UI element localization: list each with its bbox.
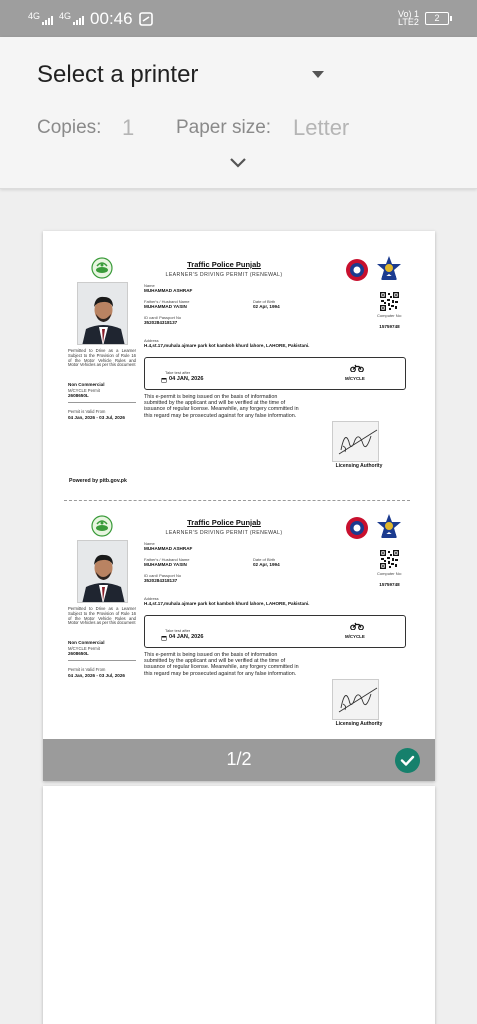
motorcycle-icon [350, 364, 364, 372]
dob-label: Date of Birth [253, 299, 276, 304]
permit-notice: This e-permit is being issued on the basis of information submitted by the applicant and will be verified at the time of issuance of regular license. Meanwhile, any forgery committed in this regard may be prosecuted against for any false information. [144, 652, 299, 677]
signature-drawing [333, 422, 380, 463]
signature-drawing [333, 680, 380, 721]
name-value: MUHAMMAD ASHRAF [144, 288, 193, 293]
computer-no-label: Computer No: [377, 313, 402, 318]
computer-no-value: 15759748 [379, 324, 400, 329]
divider [68, 402, 136, 403]
address-value: H.4,st.17,muhala ajmare park kot kamboh khurd lahore, LAHORE, Pakistani. [144, 601, 310, 606]
vehicle-class: M/CYCLE [345, 376, 365, 381]
cut-line [64, 500, 410, 501]
permit-copy-2 [64, 508, 410, 746]
licensing-authority-label: Licensing Authority [335, 721, 383, 727]
status-bar [0, 0, 477, 37]
signal-icon-2: 4G [59, 13, 84, 25]
permit-title: Traffic Police Punjab [187, 260, 261, 269]
status-left [28, 9, 153, 29]
check-icon [395, 748, 420, 773]
dob-label: Date of Birth [253, 557, 276, 562]
father-value: MUHAMMAD YASIN [144, 304, 187, 309]
test-date: 04 JAN, 2026 [169, 634, 204, 640]
permit-number: 2608650L [68, 393, 89, 398]
print-options-panel [0, 37, 477, 189]
qr-code [380, 292, 399, 311]
volte-indicator: Vo) 1 LTE2 [397, 9, 419, 27]
permit-category: Non Commercial [68, 382, 105, 387]
permit-notice: This e-permit is being issued on the basis of information submitted by the applicant and will be verified at the time of issuance of regular license. Meanwhile, any forgery committed in this regard may be prosecuted against for any false information. [144, 394, 299, 419]
permit-subtitle: LEARNER'S DRIVING PERMIT (RENEWAL) [165, 272, 283, 278]
signature-image [332, 679, 379, 720]
permit-number: 2608650L [68, 651, 89, 656]
permission-text: Permitted to Drive as a Learner Subject to the Provision of Rule 16 of the Motor Vehicle Rules and Motor Vehicles as per this document [68, 606, 136, 626]
address-label: Address [144, 338, 159, 343]
applicant-photo-image [78, 283, 128, 345]
take-test-label: Take test after [165, 628, 191, 633]
id-value: 3520284318137 [144, 320, 178, 325]
permit-type: M/CYCLE Permit [68, 646, 100, 651]
paper-size-label: Paper size: [176, 117, 272, 138]
permit-category: Non Commercial [68, 640, 105, 645]
clock: 00:46 [90, 9, 133, 28]
take-test-label: Take test after [165, 370, 191, 375]
preview-page-1[interactable] [43, 231, 435, 781]
powered-by-label: Powered by pitb.gov.pk [69, 478, 127, 484]
vehicle-class: M/CYCLE [345, 634, 365, 639]
status-right [398, 10, 449, 26]
page-indicator: 1/2 [226, 749, 252, 769]
name-label: Name [144, 541, 155, 546]
computer-no-value: 15759748 [379, 582, 400, 587]
dob-value: 02 Apr, 1994 [253, 562, 280, 567]
punjab-police-badge-icon [375, 255, 403, 283]
name-value: MUHAMMAD ASHRAF [144, 546, 193, 551]
expand-chevron-icon[interactable] [229, 157, 247, 169]
name-label: Name [144, 283, 155, 288]
permit-copy-1 [64, 250, 410, 488]
father-label: Father's / Husband Name [144, 299, 190, 304]
applicant-photo [77, 540, 128, 603]
permit-subtitle: LEARNER'S DRIVING PERMIT (RENEWAL) [165, 530, 283, 536]
permission-text: Permitted to Drive as a Learner Subject to the Provision of Rule 16 of the Motor Vehicle Rules and Motor Vehicles as per this document [68, 348, 136, 368]
page-selected-checkbox[interactable] [395, 748, 420, 773]
police-seal-icon [345, 516, 369, 540]
computer-no-label: Computer No: [377, 571, 402, 576]
police-seal-icon [345, 258, 369, 282]
permit-title: Traffic Police Punjab [187, 518, 261, 527]
valid-label: Permit is Valid From [68, 667, 106, 672]
licensing-authority-label: Licensing Authority [335, 463, 383, 469]
dob-value: 02 Apr, 1994 [253, 304, 280, 309]
valid-label: Permit is Valid From [68, 409, 106, 414]
punjab-police-badge-icon [375, 513, 403, 541]
applicant-photo-image [78, 541, 128, 603]
signal-icon: 4G [28, 13, 53, 25]
signature-image [332, 421, 379, 462]
divider [68, 660, 136, 661]
test-date-box [144, 357, 406, 390]
applicant-photo [77, 282, 128, 345]
id-label: ID card/ Passport No [144, 573, 182, 578]
test-date: 04 JAN, 2026 [169, 376, 204, 382]
calendar-icon [161, 635, 167, 641]
dropdown-arrow-icon[interactable] [312, 71, 324, 78]
battery-icon: 2 [425, 12, 449, 25]
paper-size-select[interactable]: Letter [293, 115, 350, 140]
address-value: H.4,st.17,muhala ajmare park kot kamboh khurd lahore, LAHORE, Pakistani. [144, 343, 310, 348]
printer-select[interactable]: Select a printer [37, 61, 199, 88]
page-selection-bar[interactable] [43, 739, 435, 781]
copies-label: Copies: [37, 117, 102, 138]
id-value: 3520284318137 [144, 578, 178, 583]
copies-input[interactable]: 1 [122, 115, 135, 140]
valid-dates: 04 Jan, 2026 - 03 Jul, 2026 [68, 415, 125, 420]
motorcycle-icon [350, 622, 364, 630]
qr-code [380, 550, 399, 569]
punjab-police-logo [91, 257, 113, 279]
calendar-icon [161, 377, 167, 383]
permit-type: M/CYCLE Permit [68, 388, 100, 393]
punjab-police-logo [91, 515, 113, 537]
test-date-box [144, 615, 406, 648]
screenshot-notification-icon [139, 12, 153, 26]
address-label: Address [144, 596, 159, 601]
id-label: ID card/ Passport No [144, 315, 182, 320]
father-value: MUHAMMAD YASIN [144, 562, 187, 567]
father-label: Father's / Husband Name [144, 557, 190, 562]
preview-page-2[interactable] [43, 786, 435, 1024]
valid-dates: 04 Jan, 2026 - 03 Jul, 2026 [68, 673, 125, 678]
